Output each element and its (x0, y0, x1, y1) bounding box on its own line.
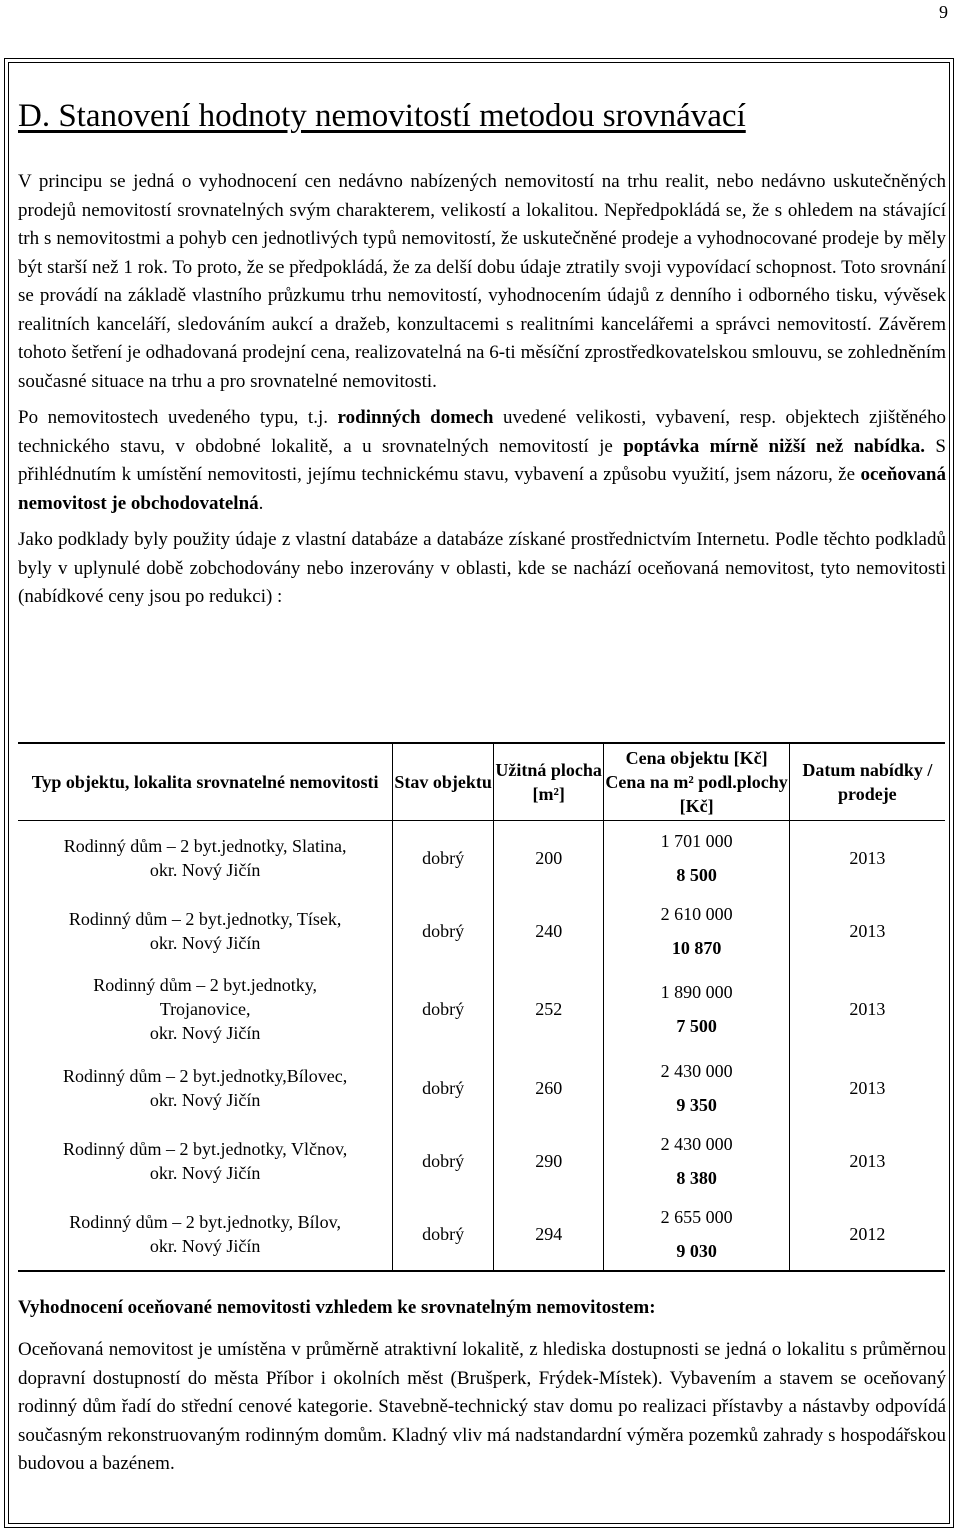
header-date: Datum nabídky / prodeje (789, 743, 945, 821)
cell-type (18, 1197, 393, 1271)
cell-type-line1: Rodinný dům – 2 byt.jednotky, Vlčnov, (62, 1138, 348, 1159)
cell-price (604, 1124, 789, 1197)
cell-type-line2: Trojanovice, (159, 999, 251, 1019)
header-price-unit: Cena na m² podl.plochy [Kč] (605, 772, 788, 816)
cell-price (604, 894, 789, 967)
cell-price-unit: 9 030 (676, 1240, 717, 1261)
comparison-table (18, 742, 945, 1272)
cell-price (604, 1051, 789, 1124)
cell-type-line1: Rodinný dům – 2 byt.jednotky, Slatina, (63, 835, 347, 856)
table-row (18, 894, 945, 967)
market-bold-3: oceňovaná nemovitost je obchodovatelná (18, 464, 946, 514)
sources-paragraph: Jako podklady byly použity údaje z vlastní databáze a databáze získané prostřednictvím Internetu. Podle těchto podkladů byly v uplynulé době zobchodovány nebo inzerovány v oblasti, kde se nachází oceňovaná nemovitost, tyto nemovitosti (nabídkové ceny jsou po redukci) : (18, 529, 946, 607)
cell-state: dobrý (393, 967, 494, 1051)
cell-date: 2013 (849, 920, 886, 941)
cell-state: dobrý (393, 1124, 494, 1197)
cell-price-total: 1 701 000 (660, 830, 733, 851)
page-number: 9 (939, 2, 948, 22)
header-price (604, 743, 789, 821)
cell-type-line2: okr. Nový Jičín (149, 1089, 261, 1110)
cell-price (604, 967, 789, 1051)
cell-date: 2013 (849, 847, 886, 868)
cell-type-line1: Rodinný dům – 2 byt.jednotky, (93, 975, 318, 995)
cell-type (18, 894, 393, 967)
cell-date: 2013 (849, 1150, 886, 1171)
cell-type-line3: okr. Nový Jičín (149, 1023, 261, 1043)
cell-type (18, 1124, 393, 1197)
market-text-4: . (258, 492, 264, 514)
cell-state: dobrý (393, 1051, 494, 1124)
cell-area: 294 (493, 1197, 604, 1271)
cell-type (18, 1051, 393, 1124)
market-paragraph (18, 404, 946, 518)
cell-state: dobrý (393, 894, 494, 967)
evaluation-heading: Vyhodnocení oceňované nemovitosti vzhledem ke srovnatelným nemovitostem: (18, 1297, 656, 1318)
cell-price (604, 821, 789, 895)
table-row (18, 821, 945, 895)
cell-type (18, 967, 393, 1051)
cell-price-unit: 10 870 (671, 937, 722, 958)
market-bold-1: rodinných domech (337, 407, 494, 428)
section-heading: D. Stanovení hodnoty nemovitostí metodou srovnávací (18, 98, 746, 134)
cell-price-total: 2 655 000 (660, 1206, 733, 1227)
cell-type-line1: Rodinný dům – 2 byt.jednotky, Tísek, (68, 908, 342, 929)
cell-price-total: 2 430 000 (660, 1060, 733, 1081)
cell-area: 252 (493, 967, 604, 1051)
header-area: Užitná plocha [m²] (493, 743, 604, 821)
table-row (18, 1051, 945, 1124)
cell-type-line2: okr. Nový Jičín (149, 1235, 261, 1256)
table-row (18, 1124, 945, 1197)
cell-price-unit: 9 350 (676, 1094, 717, 1115)
cell-date: 2012 (849, 1223, 886, 1244)
cell-price-unit: 8 380 (676, 1167, 717, 1188)
cell-date: 2013 (849, 999, 886, 1019)
header-state: Stav objektu (393, 743, 494, 821)
intro-paragraph: V principu se jedná o vyhodnocení cen nedávno nabízených nemovitostí na trhu realit, nebo nedávno uskutečněných prodejů nemovitostí srovnatelných svým charakterem, velikostí a lokalitou. Nepředpokládá se, že s ohledem na stávající trh s nemovitostmi a pohyb cen jednotlivých typů nemovitostí, že uskutečněné prodeje a vyhodnocované prodeje by měly být starší než 1 rok. To proto, že se předpokládá, že za delší dobu údaje ztratily svoji vypovídací schopnost. Toto srovnání se provádí na základě vlastního průzkumu trhu nemovitostí, vyhodnocením údajů z denního i odborného tisku, vývěsek realitních kanceláří, sledováním aukcí a dražeb, konzultacemi s realitními kancelářemi a správci nemovitostí. Závěrem tohoto šetření je odhadovaná prodejní cena, realizovatelná na 6-ti měsíční zprostředkovatelskou smlouvu, se zohledněním současné situace na trhu a pro srovnatelné nemovitosti. (18, 171, 946, 392)
market-text-1: Po nemovitostech uvedeného typu, t.j. (18, 407, 338, 428)
cell-price-total: 2 430 000 (660, 1133, 733, 1154)
header-price-total: Cena objektu [Kč] (625, 748, 768, 768)
cell-price-total: 2 610 000 (660, 903, 733, 924)
cell-area: 200 (493, 821, 604, 895)
cell-type-line1: Rodinný dům – 2 byt.jednotky, Bílov, (69, 1211, 341, 1232)
cell-area: 260 (493, 1051, 604, 1124)
cell-type (18, 821, 393, 895)
cell-area: 240 (493, 894, 604, 967)
main-content (18, 96, 946, 612)
table-row (18, 967, 945, 1051)
cell-price-unit: 8 500 (676, 864, 717, 885)
cell-price-total: 1 890 000 (660, 982, 733, 1002)
cell-state: dobrý (393, 1197, 494, 1271)
market-text-2: uvedené velikosti, vybavení, resp. objektech zjištěného technického stavu, v obdobné lokalitě, a u srovnatelných nemovitostí je (18, 407, 946, 457)
header-type: Typ objektu, lokalita srovnatelné nemovitosti (18, 743, 393, 821)
cell-price-unit: 7 500 (676, 1016, 717, 1036)
cell-area: 290 (493, 1124, 604, 1197)
cell-type-line1: Rodinný dům – 2 byt.jednotky,Bílovec, (62, 1065, 348, 1086)
cell-type-line2: okr. Nový Jičín (149, 932, 261, 953)
cell-price (604, 1197, 789, 1271)
cell-type-line2: okr. Nový Jičín (149, 859, 261, 880)
market-bold-2: poptávka mírně nižší než nabídka. (623, 435, 926, 457)
evaluation-text: Oceňovaná nemovitost je umístěna v průměrně atraktivní lokalitě, z hlediska dostupnosti se jedná o lokalitu s průměrnou dopravní dostupností do města Příbor i okolních měst (Brušperk, Frýdek-Místek). Vybavením a stavem se oceňovaný rodinný dům řadí do střední cenové kategorie. Stavebně-technický stav domu po realizaci přístavby a nástavby odpovídá současným rekonstruovaným rodinným domům. Kladný vliv má nadstandardní výměra pozemků zahrady s hospodářskou budovou a bazénem. (18, 1339, 946, 1474)
cell-type-line2: okr. Nový Jičín (149, 1162, 261, 1183)
table-header-row (18, 743, 945, 821)
evaluation-section (18, 1294, 946, 1479)
cell-date: 2013 (849, 1077, 886, 1098)
market-text-3: S přihlédnutím k umístění nemovitosti, jejímu technickému stavu, vybavení a způsobu využití, jsem názoru, že (18, 435, 946, 485)
cell-state: dobrý (393, 821, 494, 895)
table-row (18, 1197, 945, 1271)
